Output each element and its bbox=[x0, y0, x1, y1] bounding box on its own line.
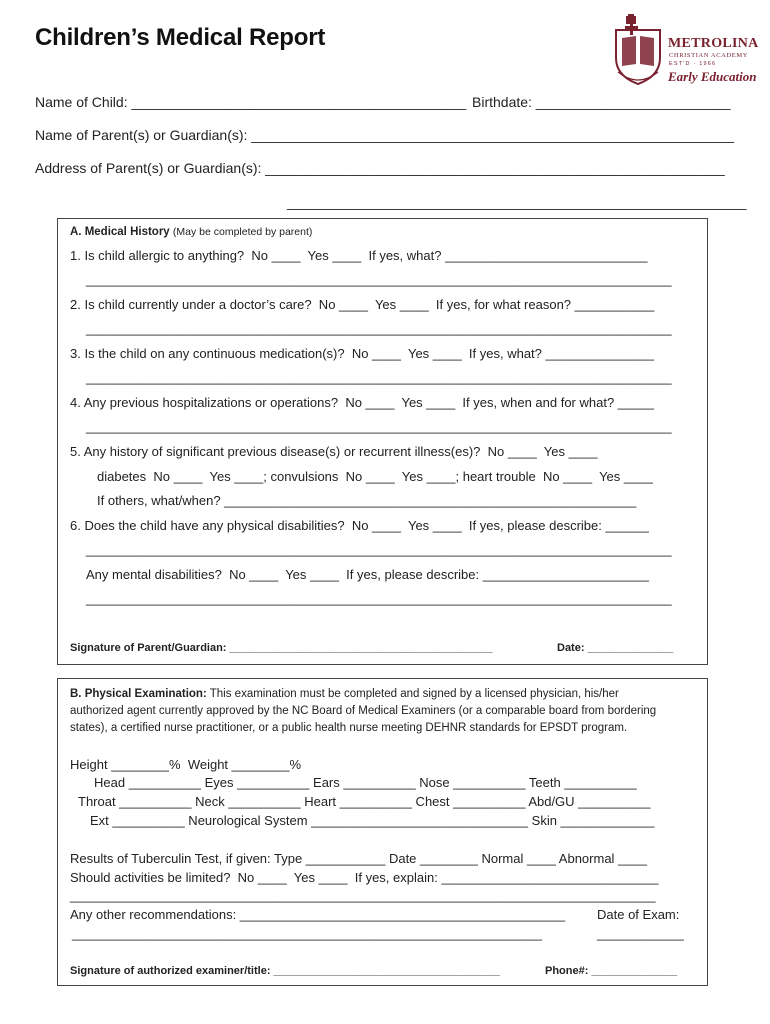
section-b-title: B. Physical Examination: bbox=[70, 688, 207, 700]
exam-row-ext[interactable]: Ext __________ Neurological System ______________________________ Skin _____________ bbox=[90, 813, 655, 828]
logo-name: METROLINA bbox=[668, 36, 759, 51]
examiner-signature-field[interactable]: Signature of authorized examiner/title: _____________________________________ bbox=[70, 965, 500, 977]
recommendations-field[interactable]: Any other recommendations: _____________________________________________ bbox=[70, 907, 566, 922]
date-of-exam-label: Date of Exam: bbox=[597, 907, 680, 922]
tuberculin-test-field[interactable]: Results of Tuberculin Test, if given: Type ___________ Date ________ Normal ____ Abnormal ____ bbox=[70, 851, 647, 866]
activities-limited-field[interactable]: Should activities be limited? No ____ Yes ____ If yes, explain: ______________________________ bbox=[70, 870, 659, 885]
question-medication[interactable]: 3. Is the child on any continuous medication(s)? No ____ Yes ____ If yes, what? _______________ bbox=[70, 346, 654, 361]
mental-disabilities-answer-line[interactable]: _________________________________________________________________________________ bbox=[86, 591, 672, 606]
other-diseases-field[interactable]: If others, what/when? _________________________________________________________ bbox=[97, 493, 637, 508]
allergies-answer-line[interactable]: _________________________________________________________________________________ bbox=[86, 272, 672, 287]
hospitalizations-answer-line[interactable]: _________________________________________________________________________________ bbox=[86, 419, 672, 434]
school-logo bbox=[612, 14, 759, 92]
disease-subquestions[interactable]: diabetes No ____ Yes ____; convulsions No ____ Yes ____; heart trouble No ____ Yes ____ bbox=[97, 469, 653, 484]
logo-program: Early Education bbox=[668, 69, 757, 84]
question-physical-disabilities[interactable]: 6. Does the child have any physical disabilities? No ____ Yes ____ If yes, please describe: ______ bbox=[70, 518, 649, 533]
section-b-intro-line1: This examination must be completed and signed by a licensed physician, his/her bbox=[206, 688, 619, 700]
section-a-title: A. Medical History bbox=[70, 226, 170, 238]
recommendations-line[interactable]: _________________________________________________________________ bbox=[72, 926, 542, 941]
page-title: Children’s Medical Report bbox=[35, 24, 326, 51]
address-continued-field[interactable]: ___________________________________________________________ bbox=[287, 194, 747, 210]
section-b-intro bbox=[70, 688, 619, 700]
exam-row-throat[interactable]: Throat __________ Neck __________ Heart __________ Chest __________ Abd/GU __________ bbox=[78, 794, 651, 809]
birthdate-field[interactable]: Birthdate: _________________________ bbox=[472, 94, 731, 110]
medication-answer-line[interactable]: _________________________________________________________________________________ bbox=[86, 370, 672, 385]
question-doctor-care[interactable]: 2. Is child currently under a doctor’s care? No ____ Yes ____ If yes, for what reason? ___________ bbox=[70, 297, 655, 312]
child-name-field[interactable]: Name of Child: ___________________________________________ bbox=[35, 94, 467, 110]
address-field[interactable]: Address of Parent(s) or Guardian(s): ___________________________________________________________ bbox=[35, 160, 725, 176]
section-b-intro-line3: states), a certified nurse practitioner, or a public health nurse meeting DEHNR standards for EPSDT program. bbox=[70, 722, 628, 734]
doctor-care-answer-line[interactable]: _________________________________________________________________________________ bbox=[86, 321, 672, 336]
examiner-phone-field[interactable]: Phone#: ______________ bbox=[545, 965, 678, 977]
height-weight-fields[interactable]: Height ________% Weight ________% bbox=[70, 757, 302, 772]
school-crest-icon bbox=[612, 14, 666, 88]
parent-signature-field[interactable]: Signature of Parent/Guardian: ___________________________________________ bbox=[70, 642, 493, 654]
question-mental-disabilities[interactable]: Any mental disabilities? No ____ Yes ____ If yes, please describe: _______________________ bbox=[86, 567, 650, 582]
question-disease-history[interactable]: 5. Any history of significant previous disease(s) or recurrent illness(es)? No ____ Yes ____ bbox=[70, 444, 598, 459]
section-b-intro-line2: authorized agent currently approved by the NC Board of Medical Examiners (or a comparable board from bordering bbox=[70, 705, 657, 717]
question-allergies[interactable]: 1. Is child allergic to anything? No ____ Yes ____ If yes, what? ____________________________ bbox=[70, 248, 648, 263]
logo-subtitle: CHRISTIAN ACADEMY bbox=[669, 52, 748, 59]
activities-explain-line[interactable]: _________________________________________________________________________________ bbox=[70, 888, 656, 903]
physical-disabilities-answer-line[interactable]: _________________________________________________________________________________ bbox=[86, 542, 672, 557]
parent-signature-date-field[interactable]: Date: ______________ bbox=[557, 642, 674, 654]
logo-established: EST'D · 1966 bbox=[669, 61, 717, 67]
date-of-exam-line[interactable]: ____________ bbox=[597, 926, 684, 941]
section-a-note: (May be completed by parent) bbox=[172, 226, 313, 238]
question-hospitalizations[interactable]: 4. Any previous hospitalizations or operations? No ____ Yes ____ If yes, when and for what? _____ bbox=[70, 395, 654, 410]
parent-name-field[interactable]: Name of Parent(s) or Guardian(s): ______________________________________________________________ bbox=[35, 127, 735, 143]
exam-row-head[interactable]: Head __________ Eyes __________ Ears __________ Nose __________ Teeth __________ bbox=[94, 775, 637, 790]
section-a-heading bbox=[70, 226, 312, 238]
